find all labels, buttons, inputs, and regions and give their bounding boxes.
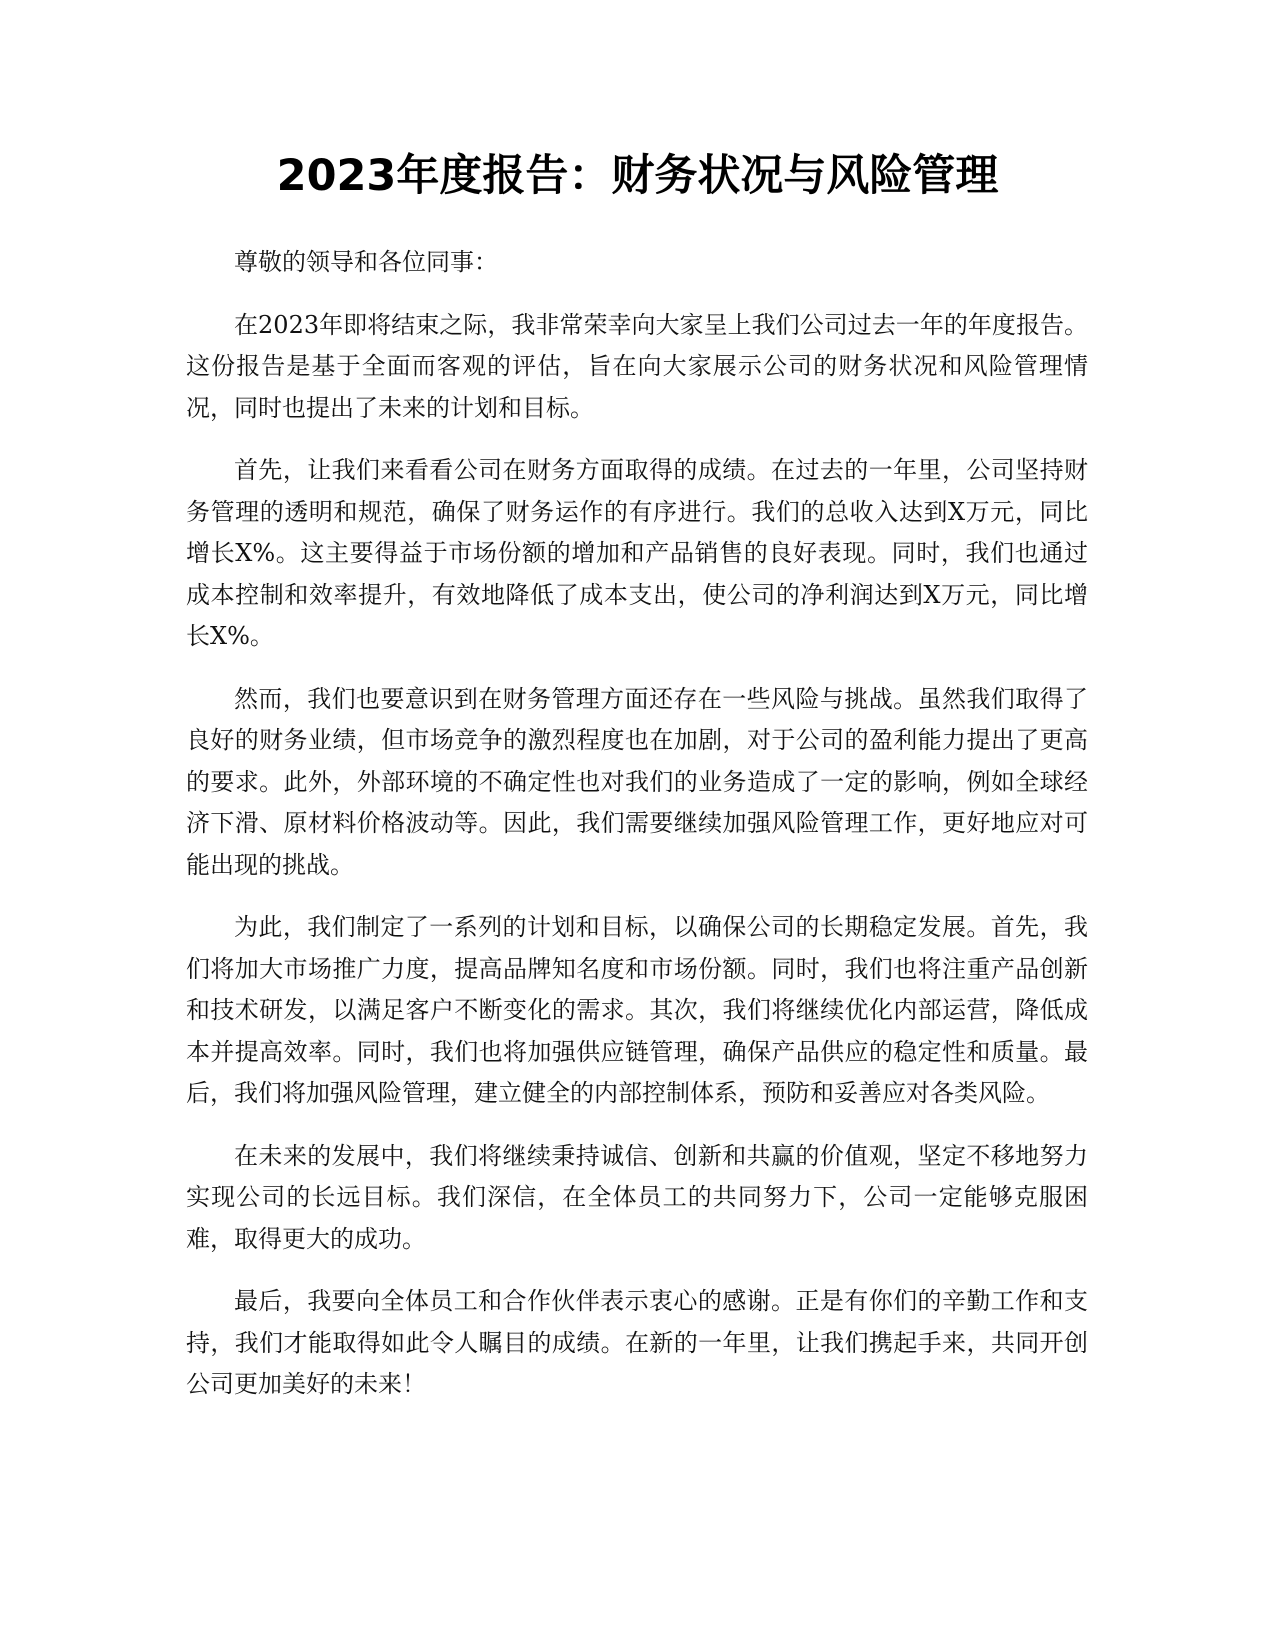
document-body: [186, 242, 1088, 1427]
outlook-paragraph: 在未来的发展中，我们将继续秉持诚信、创新和共赢的价值观，坚定不移地努力实现公司的长远目标。我们深信，在全体员工的共同努力下，公司一定能够克服困难，取得更大的成功。: [186, 1141, 1088, 1253]
closing-paragraph: 最后，我要向全体员工和合作伙伴表示衷心的感谢。正是有你们的辛勤工作和支持，我们才能取得如此令人瞩目的成绩。在新的一年里，让我们携起手来，共同开创公司更加美好的未来！: [186, 1287, 1088, 1398]
salutation-paragraph: 尊敬的领导和各位同事：: [234, 248, 498, 276]
document-title: 2023年度报告：财务状况与风险管理: [276, 151, 999, 201]
risks-paragraph: 然而，我们也要意识到在财务管理方面还存在一些风险与挑战。虽然我们取得了良好的财务业绩，但市场竞争的激烈程度也在加剧，对于公司的盈利能力提出了更高的要求。此外，外部环境的不确定性也对我们的业务造成了一定的影响，例如全球经济下滑、原材料价格波动等。因此，我们需要继续加强风险管理工作，更好地应对可能出现的挑战。: [186, 684, 1088, 879]
intro-paragraph: 在2023年即将结束之际，我非常荣幸向大家呈上我们公司过去一年的年度报告。这份报告是基于全面而客观的评估，旨在向大家展示公司的财务状况和风险管理情况，同时也提出了未来的计划和目标。: [186, 310, 1088, 422]
financial-results-paragraph: 首先，让我们来看看公司在财务方面取得的成绩。在过去的一年里，公司坚持财务管理的透明和规范，确保了财务运作的有序进行。我们的总收入达到X万元，同比增长X%。这主要得益于市场份额的增加和产品销售的良好表现。同时，我们也通过成本控制和效率提升，有效地降低了成本支出，使公司的净利润达到X万元，同比增长X%。: [186, 456, 1088, 650]
plans-paragraph: 为此，我们制定了一系列的计划和目标，以确保公司的长期稳定发展。首先，我们将加大市场推广力度，提高品牌知名度和市场份额。同时，我们也将注重产品创新和技术研发，以满足客户不断变化的需求。其次，我们将继续优化内部运营，降低成本并提高效率。同时，我们也将加强供应链管理，确保产品供应的稳定性和质量。最后，我们将加强风险管理，建立健全的内部控制体系，预防和妥善应对各类风险。: [186, 913, 1088, 1107]
